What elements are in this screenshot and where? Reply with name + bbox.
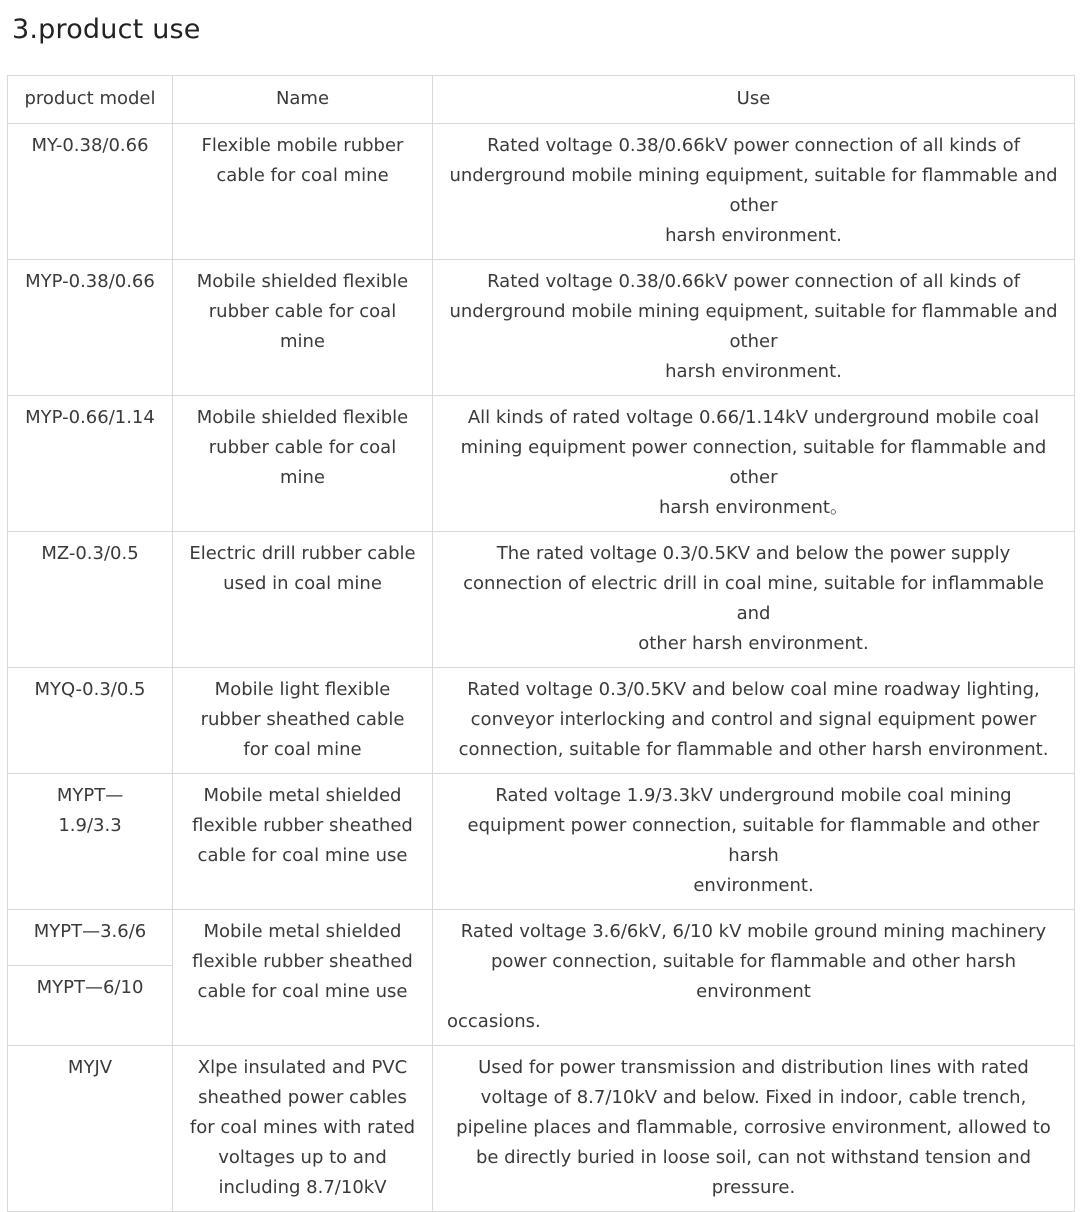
table-row bbox=[8, 910, 1075, 1046]
model-cell bbox=[8, 124, 173, 260]
table-row bbox=[8, 1046, 1075, 1212]
model-text: MYPT— bbox=[56, 785, 124, 806]
use-line: All kinds of rated voltage 0.66/1.14kV underground mobile coal bbox=[467, 407, 1040, 428]
model-cell bbox=[8, 260, 173, 396]
name-line: Mobile metal shielded bbox=[203, 785, 402, 806]
model-text: MYPT—3.6/6 bbox=[33, 921, 147, 942]
table-row bbox=[8, 532, 1075, 668]
table-row bbox=[8, 124, 1075, 260]
use-line: connection, suitable for flammable and other harsh environment. bbox=[458, 739, 1049, 760]
name-line: for coal mines with rated bbox=[189, 1117, 416, 1138]
model-cell bbox=[8, 774, 173, 910]
name-line: rubber cable for coal bbox=[208, 437, 397, 458]
name-line: Flexible mobile rubber bbox=[201, 135, 404, 156]
use-line: Used for power transmission and distribution lines with rated bbox=[478, 1057, 1029, 1078]
model-text: MYQ-0.3/0.5 bbox=[34, 679, 146, 700]
name-line: Mobile shielded flexible bbox=[196, 271, 409, 292]
use-line: be directly buried in loose soil, can not withstand tension and bbox=[475, 1147, 1032, 1168]
use-line: and bbox=[736, 603, 771, 624]
name-line: Mobile metal shielded bbox=[203, 921, 402, 942]
name-line: Mobile light flexible bbox=[214, 679, 391, 700]
name-cell bbox=[173, 1046, 433, 1212]
use-cell bbox=[433, 774, 1075, 910]
model-text: MZ-0.3/0.5 bbox=[41, 543, 139, 564]
name-cell bbox=[173, 124, 433, 260]
name-cell bbox=[173, 396, 433, 532]
use-line: mining equipment power connection, suitable for flammable and bbox=[460, 437, 1047, 458]
name-line: mine bbox=[279, 331, 326, 352]
header-use: Use bbox=[433, 76, 1075, 124]
name-line: flexible rubber sheathed bbox=[192, 815, 413, 836]
page-title: 3.product use bbox=[12, 14, 201, 45]
name-line: sheathed power cables bbox=[198, 1087, 407, 1108]
model-cell bbox=[8, 396, 173, 532]
header-name: Name bbox=[173, 76, 433, 124]
header-product-model: product model bbox=[8, 76, 173, 124]
name-line: flexible rubber sheathed bbox=[192, 951, 413, 972]
use-line: Rated voltage 0.38/0.66kV power connection of all kinds of bbox=[487, 271, 1020, 292]
use-line: other bbox=[729, 195, 778, 216]
use-line: harsh environment. bbox=[665, 225, 842, 246]
product-use-table bbox=[7, 75, 1075, 1212]
model-cell bbox=[8, 532, 173, 668]
model-cell bbox=[8, 668, 173, 774]
use-line: Rated voltage 0.38/0.66kV power connection of all kinds of bbox=[487, 135, 1020, 156]
use-cell bbox=[433, 260, 1075, 396]
name-cell bbox=[173, 910, 433, 1046]
model-text: MY-0.38/0.66 bbox=[31, 135, 149, 156]
model-text: 1.9/3.3 bbox=[58, 815, 122, 836]
model-text: MYJV bbox=[67, 1057, 113, 1078]
model-text: MYPT—6/10 bbox=[8, 965, 172, 1003]
use-line: underground mobile mining equipment, suitable for flammable and bbox=[449, 301, 1058, 322]
name-cell bbox=[173, 532, 433, 668]
name-line: mine bbox=[279, 467, 326, 488]
use-line: harsh environment。 bbox=[659, 497, 848, 518]
use-line: Rated voltage 1.9/3.3kV underground mobile coal mining bbox=[495, 785, 1012, 806]
name-line: Xlpe insulated and PVC bbox=[197, 1057, 408, 1078]
use-line: The rated voltage 0.3/0.5KV and below the power supply bbox=[496, 543, 1011, 564]
use-line: voltage of 8.7/10kV and below. Fixed in indoor, cable trench, bbox=[480, 1087, 1027, 1108]
name-line: rubber sheathed cable bbox=[200, 709, 405, 730]
name-line: Electric drill rubber cable bbox=[189, 543, 416, 564]
use-line: conveyor interlocking and control and signal equipment power bbox=[470, 709, 1037, 730]
use-line: other bbox=[729, 331, 778, 352]
name-cell bbox=[173, 774, 433, 910]
use-line: harsh bbox=[728, 845, 779, 866]
use-cell bbox=[433, 396, 1075, 532]
use-line: pipeline places and flammable, corrosive environment, allowed to bbox=[456, 1117, 1051, 1138]
table-row bbox=[8, 396, 1075, 532]
name-line: cable for coal mine use bbox=[197, 981, 408, 1002]
model-text: MYP-0.66/1.14 bbox=[25, 407, 155, 428]
use-line: environment bbox=[696, 981, 811, 1002]
table-row bbox=[8, 774, 1075, 910]
use-cell bbox=[433, 668, 1075, 774]
name-line: including 8.7/10kV bbox=[218, 1177, 387, 1198]
use-line: equipment power connection, suitable for flammable and other bbox=[467, 815, 1040, 836]
table-header-row bbox=[8, 76, 1075, 124]
name-cell bbox=[173, 668, 433, 774]
model-cell bbox=[8, 1046, 173, 1212]
use-line: pressure. bbox=[711, 1177, 796, 1198]
name-line: used in coal mine bbox=[223, 573, 382, 594]
use-line: connection of electric drill in coal mine, suitable for inflammable bbox=[463, 573, 1044, 594]
table-row bbox=[8, 260, 1075, 396]
use-line: harsh environment. bbox=[665, 361, 842, 382]
use-cell bbox=[433, 124, 1075, 260]
use-line: environment. bbox=[693, 875, 814, 896]
use-line: other harsh environment. bbox=[638, 633, 869, 654]
name-line: cable for coal mine use bbox=[197, 845, 408, 866]
name-line: Mobile shielded flexible bbox=[196, 407, 409, 428]
use-cell bbox=[433, 1046, 1075, 1212]
name-line: cable for coal mine bbox=[216, 165, 389, 186]
use-line: underground mobile mining equipment, suitable for flammable and bbox=[449, 165, 1058, 186]
use-line: occasions. bbox=[447, 1011, 541, 1032]
name-line: voltages up to and bbox=[218, 1147, 387, 1168]
use-cell bbox=[433, 910, 1075, 1046]
name-line: rubber cable for coal bbox=[208, 301, 397, 322]
model-text: MYP-0.38/0.66 bbox=[25, 271, 155, 292]
use-line: Rated voltage 3.6/6kV, 6/10 kV mobile ground mining machinery bbox=[460, 921, 1047, 942]
name-line: for coal mine bbox=[243, 739, 362, 760]
use-line: other bbox=[729, 467, 778, 488]
model-cell bbox=[8, 910, 173, 1046]
use-line: power connection, suitable for flammable and other harsh bbox=[490, 951, 1017, 972]
use-cell bbox=[433, 532, 1075, 668]
table-row bbox=[8, 668, 1075, 774]
use-line: Rated voltage 0.3/0.5KV and below coal mine roadway lighting, bbox=[467, 679, 1040, 700]
name-cell bbox=[173, 260, 433, 396]
